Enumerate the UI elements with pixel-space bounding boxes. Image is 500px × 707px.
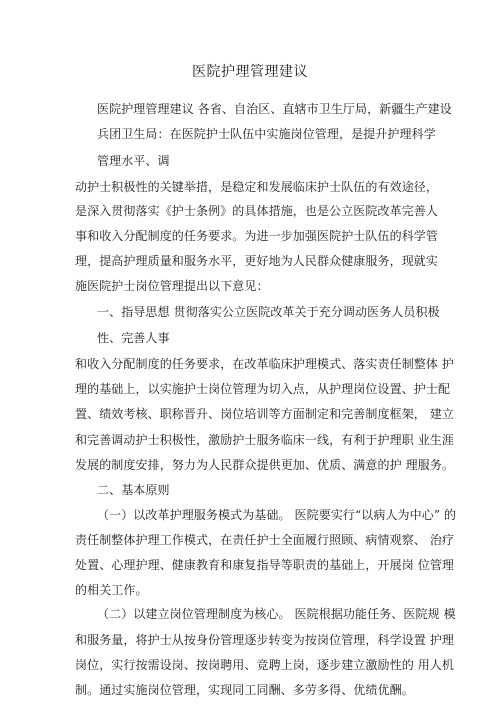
body-line: 性、完善人事 (97, 331, 170, 345)
body-line: 置、绩效考核、职称晋升、岗位培训等方面制定和完善制度框架， 建立 (75, 407, 455, 421)
body-line: 和收入分配制度的任务要求，在改革临床护理模式、落实责任制整体 护 (75, 357, 455, 371)
body-line: （二）以建立岗位管理制度为核心。 医院根据功能任务、医院规 模 (97, 607, 456, 621)
body-line: 理，提高护理质量和服务水平，更好地为人民群众健康服务，现就实 (75, 254, 439, 268)
body-line: 的相关工作。 (75, 583, 148, 597)
body-line: 和完善调动护士积极性，激励护士服务临床一线，有利于护理职 业生涯 (75, 433, 455, 447)
document-title: 医院护理管理建议 (192, 64, 308, 80)
body-line: 和服务量，将护士从按身份管理逐步转变为按岗位管理，科学设置 护理 (75, 633, 455, 647)
body-line: 兵团卫生局：在医院护士队伍中实施岗位管理，是提升护理科学 (97, 127, 436, 141)
body-line: 二、基本原则 (97, 483, 170, 497)
body-line: （一）以改革护理服务模式为基础。 医院要实行“以病人为中心” 的 (97, 508, 457, 522)
body-line: 制。通过实施岗位管理，实现同工同酬、多劳多得、优绩优酬。 (75, 683, 414, 697)
body-line: 岗位，实行按需设岗、按岗聘用、竞聘上岗，逐步建立激励性的 用人机 (75, 658, 455, 672)
body-line: 一、指导思想 贯彻落实公立医院改革关于充分调动医务人员积极 (97, 305, 440, 319)
body-line: 医院护理管理建议 各省、自治区、直辖市卫生厅局，新疆生产建设 (97, 102, 452, 116)
body-line: 发展的制度安排，努力为人民群众提供更加、优质、满意的护 理服务。 (75, 458, 455, 472)
body-line: 责任制整体护理工作模式，在责任护士全面履行照顾、病情观察、 治疗 (75, 533, 455, 547)
body-line: 理的基础上，以实施护士岗位管理为切入点，从护理岗位设置、护士配 (75, 382, 451, 396)
body-line: 施医院护士岗位管理提出以下意见： (75, 279, 269, 293)
body-line: 管理水平、调 (97, 154, 170, 168)
body-line: 处置、心理护理、健康教育和康复指导等职责的基础上，开展岗 位管理 (75, 558, 455, 572)
body-line: 事和收入分配制度的任务要求。为进一步加强医院护士队伍的科学管 (75, 229, 439, 243)
body-line: 是深入贯彻落实《护士条例》的具体措施，也是公立医院改革完善人 (75, 204, 439, 218)
body-line: 动护士积极性的关键举措，是稳定和发展临床护士队伍的有效途径， (75, 180, 439, 194)
